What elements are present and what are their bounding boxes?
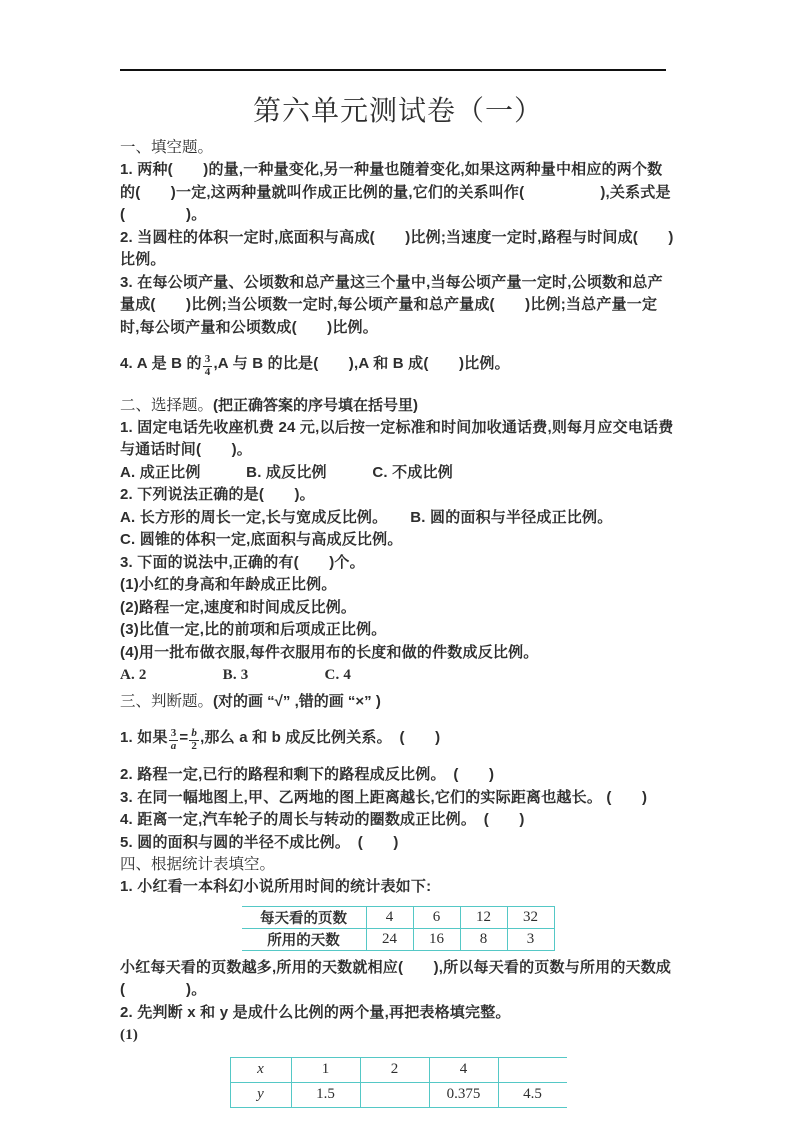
table-row-pages: [242, 906, 555, 928]
table-cell: 6: [413, 906, 460, 928]
q4-text-prefix: 4. A 是 B 的: [120, 355, 202, 372]
section4-header: 四、根据统计表填空。: [120, 856, 276, 874]
section3-q3: 3. 在同一幅地图上,甲、乙两地的图上距离越长,它们的实际距离也越长。 ( ): [120, 788, 648, 806]
section1-q1: 1. 两种( )的量,一种量变化,另一种量也随着变化,如果这两种量中相应的两个数的( )一定,这两种量就叫作成正比例的量,它们的关系叫作( ),关系式是( )。: [120, 161, 671, 223]
section2-header-label: 二、选择题。: [120, 396, 214, 414]
section3-q2: 2. 路程一定,已行的路程和剩下的路程成反比例。 ( ): [120, 766, 495, 784]
page-title: 第六单元测试卷（一）: [252, 96, 543, 127]
equals-sign: =: [179, 728, 189, 746]
section3-header-label: 三、判断题。: [120, 692, 214, 710]
section4-q2-sub-label: (1): [120, 1027, 139, 1044]
section2-q1: 1. 固定电话先收座机费 24 元,以后按一定标准和时间加收通话费,则每月应交电话费与通话时间( )。: [120, 418, 674, 459]
section4-q2: 2. 先判断 x 和 y 是成什么比例的两个量,再把表格填完整。: [120, 1003, 511, 1021]
section4-q1-conclusion-line2: ( )。: [120, 981, 207, 999]
fraction-three-fourths: [203, 354, 213, 378]
s3q1-text-suffix: ,那么 a 和 b 成反比例关系。 ( ): [200, 728, 441, 746]
section2-q1-options: A. 成正比例 B. 成反比例 C. 不成比例: [120, 463, 453, 481]
table-cell: 1: [291, 1057, 360, 1082]
table-row-y: [230, 1082, 567, 1107]
table-cell: 0.375: [429, 1082, 498, 1107]
table-cell-blank: [360, 1082, 429, 1107]
section1-q4: [120, 353, 676, 379]
table-cell: 1.5: [291, 1082, 360, 1107]
row-header-days: 所用的天数: [242, 928, 367, 950]
row-header-x: x: [230, 1057, 291, 1082]
paper-content: [120, 69, 676, 1114]
section2-q3-statement1: (1)小红的身高和年龄成正比例。: [120, 576, 337, 594]
table-cell: 4: [429, 1057, 498, 1082]
fraction-denominator: 2: [191, 739, 198, 752]
section2-header: [120, 395, 676, 417]
section3-q5: 5. 圆的面积与圆的半径不成比例。 ( ): [120, 833, 399, 851]
fraction-numerator: 3: [204, 353, 211, 366]
table-cell: 8: [460, 928, 507, 950]
section2-q3-statement2: (2)路程一定,速度和时间成反比例。: [120, 598, 357, 616]
section4-q1: 1. 小红看一本科幻小说所用时间的统计表如下:: [120, 878, 432, 896]
section2-q2: 2. 下列说法正确的是( )。: [120, 486, 315, 504]
fraction-denominator: a: [170, 739, 177, 752]
q4-text-suffix: ,A 与 B 的比是( ),A 和 B 成( )比例。: [213, 355, 510, 372]
fraction-b-over-two: [189, 728, 199, 752]
section2-q2-option-c: C. 圆锥的体积一定,底面积与高成反比例。: [120, 531, 403, 549]
section2-q3: 3. 下面的说法中,正确的有( )个。: [120, 553, 365, 571]
section2-q3-statement4: (4)用一批布做衣服,每件衣服用布的长度和做的件数成反比例。: [120, 643, 539, 661]
table-cell: 12: [460, 906, 507, 928]
section1-q3: 3. 在每公顷产量、公顷数和总产量这三个量中,当每公顷产量一定时,公顷数和总产量成( )比例;当公顷数一定时,每公顷产量和总产量成( )比例;当总产量一定时,每公顷产量和公顷数成( )比例。: [120, 273, 663, 336]
table-cell: 4: [366, 906, 413, 928]
fraction-numerator: b: [191, 727, 198, 739]
xy-proportion-table: [230, 1057, 567, 1108]
table-row-days: [242, 928, 555, 950]
section2-q3-statement3: (3)比值一定,比的前项和后项成正比例。: [120, 621, 387, 639]
pages-per-day-table: [242, 906, 555, 951]
section1-header: 一、填空题。: [120, 139, 214, 156]
section2-header-note: (把正确答案的序号填在括号里): [213, 396, 419, 414]
table-cell: 3: [507, 928, 554, 950]
section3-header: [120, 691, 676, 713]
fraction-denominator: 4: [204, 366, 211, 378]
row-header-pages: 每天看的页数: [242, 906, 367, 928]
s3q1-text-prefix: 1. 如果: [120, 728, 168, 746]
fraction-numerator: 3: [170, 727, 177, 739]
section3-q1: [120, 727, 676, 753]
table-row-x: [230, 1057, 567, 1082]
table-cell: 2: [360, 1057, 429, 1082]
section3-header-note: (对的画 “√” ,错的画 “×” ): [213, 692, 381, 710]
section2-q3-options: A. 2 B. 3 C. 4: [120, 667, 352, 684]
section4-q1-conclusion-line1: 小红每天看的页数越多,所用的天数就相应( ),所以每天看的页数与所用的天数成: [120, 958, 672, 976]
section3-q4: 4. 距离一定,汽车轮子的周长与转动的圈数成正比例。 ( ): [120, 811, 525, 829]
table-cell: 4.5: [498, 1082, 567, 1107]
table-cell: 32: [507, 906, 554, 928]
table-cell: 24: [366, 928, 413, 950]
top-rule-divider: [120, 69, 666, 71]
table-cell-blank: [498, 1057, 567, 1082]
row-header-y: y: [230, 1082, 291, 1107]
section1-q2: 2. 当圆柱的体积一定时,底面积与高成( )比例;当速度一定时,路程与时间成( )比例。: [120, 228, 674, 268]
section2-q2-options-ab: A. 长方形的周长一定,长与宽成反比例。 B. 圆的面积与半径成正比例。: [120, 508, 613, 526]
table-cell: 16: [413, 928, 460, 950]
fraction-three-over-a: [169, 728, 179, 752]
